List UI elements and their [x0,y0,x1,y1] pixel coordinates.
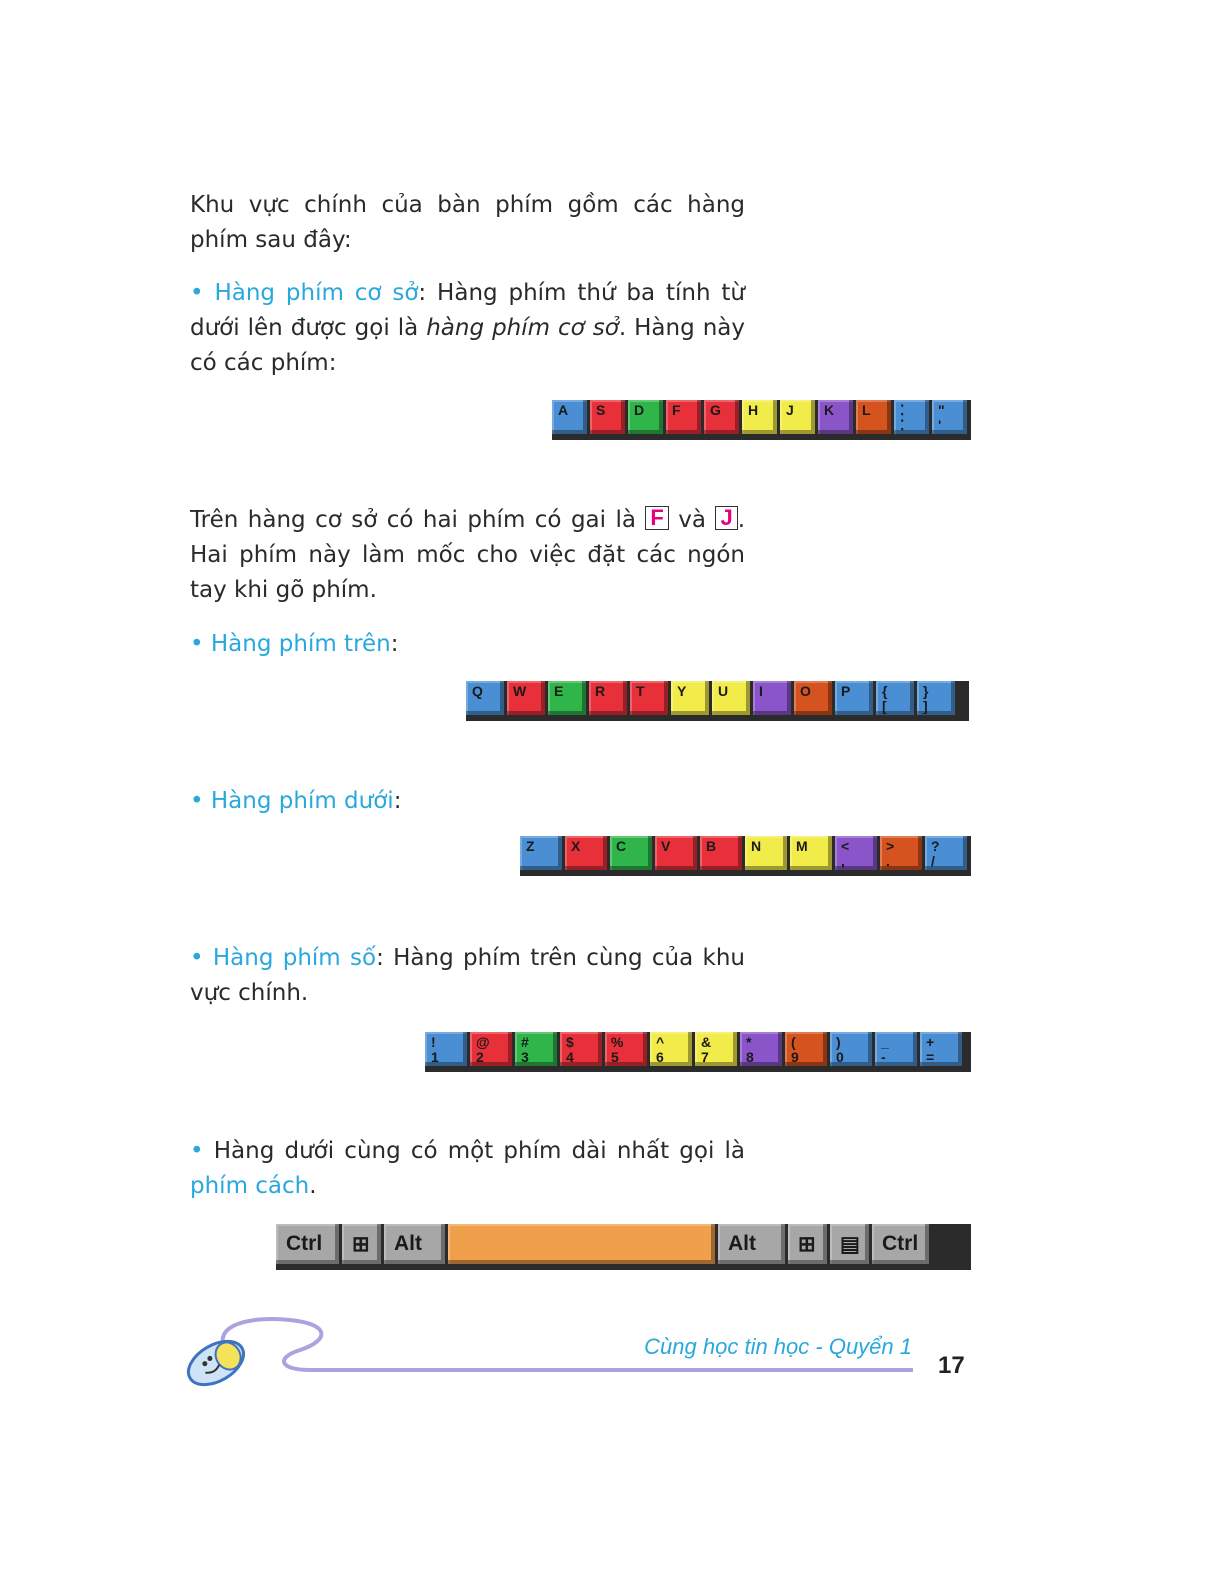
space-key-ctrl [872,1224,932,1264]
number-key- [875,1032,920,1066]
key-bottom-label: 1 [431,1049,439,1065]
space-key-alt [384,1224,448,1264]
key-bottom-label: 7 [701,1049,709,1065]
bottom-key-n [745,836,790,870]
key-top-label: & [701,1034,712,1050]
home-key-h [742,400,780,434]
home-key-f [666,400,704,434]
bottom-key-v [655,836,700,870]
space-bar-key [448,1224,718,1264]
bottom-key-z [520,836,565,870]
bottom-key-m [790,836,835,870]
key-bottom-label: ⁚ [900,417,905,433]
bump-keys-paragraph: Trên hàng cơ sở có hai phím có gai là F và J . Hai phím này làm mốc cho việc đặt các ngón tay khi gõ phím. [190,505,745,603]
number-key- [920,1032,965,1066]
key-top-label: M [796,838,808,854]
key-top-label: X [571,838,581,854]
key-top-label: ⁚ [900,402,905,418]
home-key-g [704,400,742,434]
key-top-label: G [710,402,721,418]
key-bottom-label: [ [882,698,887,714]
key-top-label: U [718,683,729,699]
top-row-heading: Hàng phím trên [210,631,391,657]
key-top-label: ! [431,1034,436,1050]
key-top-label: ⊞ [352,1233,370,1256]
key-bottom-label: 3 [521,1049,529,1065]
mouse-icon [181,1332,251,1393]
key-top-label: T [636,683,645,699]
key-top-label: J [786,402,794,418]
key-top-label: Ctrl [286,1232,323,1255]
page-number: 17 [938,1352,965,1379]
top-row-keys [466,681,969,721]
key-top-label: Y [677,683,687,699]
key-top-label: > [886,838,895,854]
key-bottom-label: 8 [746,1049,754,1065]
f-key-label: F [645,506,668,530]
home-key-l [856,400,894,434]
key-top-label: N [751,838,762,854]
space-key- [342,1224,384,1264]
top-key- [876,681,917,715]
home-row-keys [552,400,971,440]
key-top-label: } [923,683,929,699]
key-top-label: ? [931,838,940,854]
number-key- [605,1032,650,1066]
key-top-label: Z [526,838,535,854]
home-row-heading: Hàng phím cơ sở [214,280,419,306]
number-key- [470,1032,515,1066]
space-key- [830,1224,872,1264]
key-bottom-label: = [926,1049,935,1065]
bottom-row-heading-line: • Hàng phím dưới: [190,788,402,814]
key-top-label: A [558,402,569,418]
home-key- [932,400,970,434]
key-top-label: ▤ [840,1233,860,1256]
number-key- [650,1032,695,1066]
home-key-a [552,400,590,434]
top-key-q [466,681,507,715]
key-top-label: C [616,838,627,854]
top-key-e [548,681,589,715]
key-top-label: O [800,683,811,699]
key-bottom-label: 4 [566,1049,574,1065]
number-key- [560,1032,605,1066]
home-key-d [628,400,666,434]
number-row-heading: Hàng phím số [212,945,377,971]
key-top-label: @ [476,1034,490,1050]
home-row-paragraph: • Hàng phím cơ sở: Hàng phím thứ ba tính từ dưới lên được gọi là hàng phím cơ sở. Hàng này có các phím: [190,280,746,376]
key-top-label: Ctrl [882,1232,919,1255]
key-top-label: ( [791,1034,796,1050]
bottom-key- [880,836,925,870]
number-key- [425,1032,470,1066]
key-top-label: L [862,402,871,418]
key-bottom-label: / [931,853,935,869]
key-top-label: V [661,838,671,854]
space-row-paragraph: • Hàng dưới cùng có một phím dài nhất gọi là phím cách. [190,1138,745,1199]
space-key-ctrl [276,1224,342,1264]
bottom-key- [835,836,880,870]
bottom-key- [925,836,970,870]
key-bottom-label: 9 [791,1049,799,1065]
key-top-label: _ [881,1034,889,1050]
space-key- [788,1224,830,1264]
key-top-label: K [824,402,835,418]
key-top-label: Alt [728,1232,756,1255]
number-row-paragraph: • Hàng phím số: Hàng phím trên cùng của khu vực chính. [190,945,745,1006]
home-key- [894,400,932,434]
key-top-label: E [554,683,564,699]
top-key-p [835,681,876,715]
bottom-row-heading: Hàng phím dưới [210,788,394,814]
key-bottom-label: . [886,853,890,869]
home-key-s [590,400,628,434]
book-title: Cùng học tin học - Quyển 1 [644,1334,912,1359]
top-key-w [507,681,548,715]
key-top-label: ) [836,1034,841,1050]
number-key- [515,1032,560,1066]
top-key-t [630,681,671,715]
key-top-label: P [841,683,851,699]
number-row-keys [425,1032,971,1072]
key-bottom-label: 0 [836,1049,844,1065]
key-top-label: < [841,838,850,854]
key-top-label: $ [566,1034,574,1050]
key-top-label: I [759,683,763,699]
key-bottom-label: ] [923,698,928,714]
space-bar-heading: phím cách [190,1173,310,1199]
bottom-key-c [610,836,655,870]
key-bottom-label: - [881,1049,886,1065]
home-key-j [780,400,818,434]
bottom-key-x [565,836,610,870]
key-top-label: F [672,402,681,418]
space-row-keys [276,1224,971,1270]
key-top-label: % [611,1034,624,1050]
bottom-row-keys [520,836,971,876]
key-top-label: D [634,402,645,418]
top-key-u [712,681,753,715]
key-top-label: { [882,683,888,699]
bottom-key-b [700,836,745,870]
number-key- [695,1032,740,1066]
top-key-i [753,681,794,715]
key-bottom-label: ' [938,417,942,433]
key-top-label: S [596,402,606,418]
key-top-label: Alt [394,1232,422,1255]
top-key-o [794,681,835,715]
top-key- [917,681,958,715]
key-top-label: " [938,402,945,418]
key-top-label: B [706,838,717,854]
key-bottom-label: 2 [476,1049,484,1065]
key-top-label: # [521,1034,529,1050]
key-top-label: H [748,402,759,418]
key-top-label: Q [472,683,483,699]
space-key-alt [718,1224,788,1264]
number-key- [830,1032,875,1066]
bullet: • [190,280,204,306]
key-top-label: W [513,683,527,699]
j-key-label: J [715,506,737,530]
top-key-y [671,681,712,715]
top-row-heading-line: • Hàng phím trên: [190,631,399,657]
key-top-label: ⊞ [798,1233,816,1256]
home-key-k [818,400,856,434]
key-bottom-label: , [841,853,845,869]
intro-paragraph: Khu vực chính của bàn phím gồm các hàng phím sau đây: [190,192,745,253]
top-key-r [589,681,630,715]
key-top-label: + [926,1034,935,1050]
key-bottom-label: 5 [611,1049,619,1065]
number-key- [740,1032,785,1066]
key-top-label: R [595,683,606,699]
key-top-label: * [746,1034,752,1050]
key-bottom-label: 6 [656,1049,664,1065]
key-top-label: ^ [656,1034,665,1050]
number-key- [785,1032,830,1066]
